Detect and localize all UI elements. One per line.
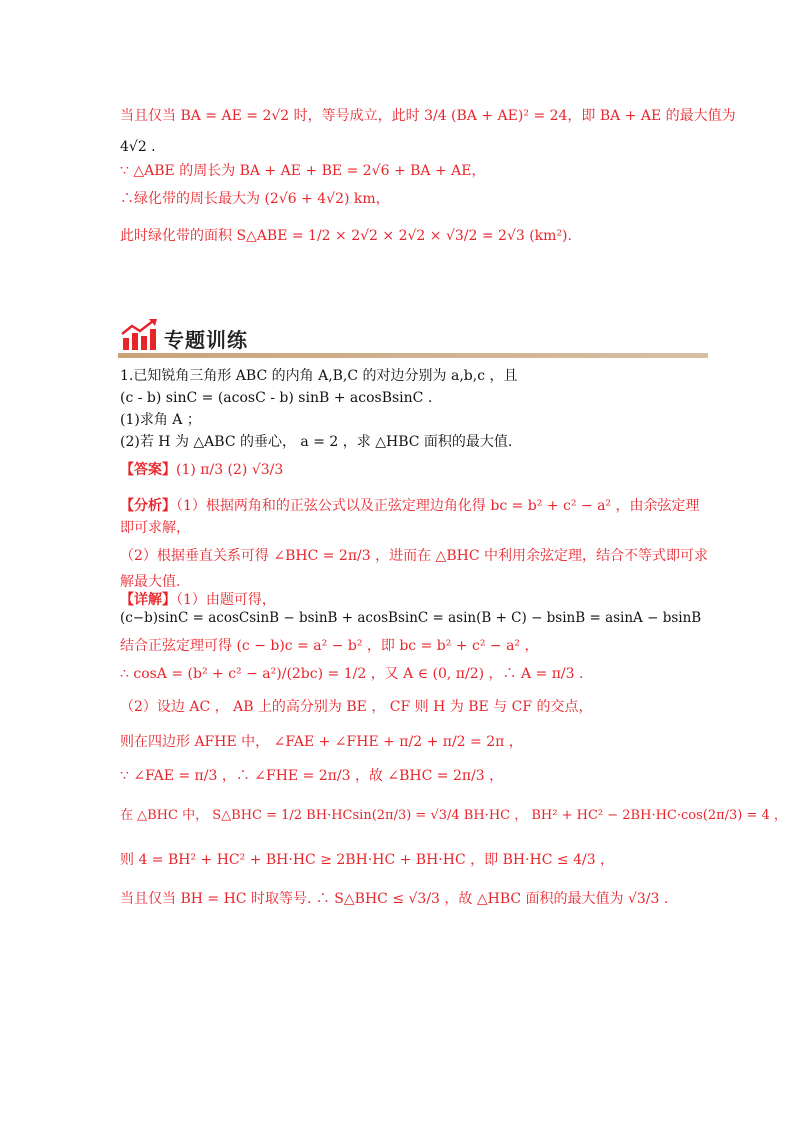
problem-line-3: (1)求角 A ； — [120, 412, 201, 428]
analysis-line-2: 即可求解， — [120, 520, 190, 536]
problem-line-2: (c - b) sinC = (acosC - b) sinB + acosBsinC . — [120, 390, 433, 406]
problem-line-1: 1.已知锐角三角形 ABC 的内角 A,B,C 的对边分别为 a,b,c ，且 — [120, 368, 518, 384]
detail-line-9: 则 4 = BH² + HC² + BH·HC ≥ 2BH·HC + BH·HC ，即 BH·HC ≤ 4/3 ， — [120, 852, 615, 868]
analysis-tag: 【分析】 — [120, 498, 176, 514]
prev-solution-line-2: 4√2 . — [120, 139, 156, 155]
detail-line-6: 则在四边形 AFHE 中， ∠FAE + ∠FHE + π/2 + π/2 = 2π ， — [120, 734, 523, 750]
section-header — [118, 318, 708, 358]
detail-line-3: 结合正弦定理可得 (c − b)c = a² − b² ，即 bc = b² + c² − a² ， — [120, 638, 539, 654]
detail-line-1 — [120, 590, 700, 610]
section-divider — [118, 353, 708, 358]
detail-line-2: (c−b)sinC = acosCsinB − bsinB + acosBsinC = asin(B + C) − bsinB = asinA − bsinB — [120, 610, 702, 626]
detail-line-8: 在 △BHC 中， S△BHC = 1/2 BH·HCsin(2π/3) = √3/4 BH·HC ， BH² + HC² − 2BH·HC·cos(2π/3) = 4 ， — [120, 808, 787, 823]
detail-tag: 【详解】 — [120, 592, 176, 608]
analysis-line-4: 解最大值. — [120, 574, 181, 590]
detail-line-4: ∴ cosA = (b² + c² − a²)/(2bc) = 1/2 ，又 A ∈ (0, π/2) ，∴ A = π/3 . — [120, 666, 584, 682]
detail-line-7: ∵ ∠FAE = π/3 ，∴ ∠FHE = 2π/3 ，故 ∠BHC = 2π/3 ， — [120, 768, 504, 784]
prev-solution-line-3: ∵ △ABE 的周长为 BA + AE + BE = 2√6 + BA + AE， — [120, 163, 486, 179]
prev-solution-line-5: 此时绿化带的面积 S△ABE = 1/2 × 2√2 × 2√2 × √3/2 = 2√3 (km²). — [120, 228, 572, 244]
detail-text-1: （1）由题可得， — [176, 592, 276, 608]
analysis-line-3: （2）根据垂直关系可得 ∠BHC = 2π/3 ，进而在 △BHC 中利用余弦定理，结合不等式即可求 — [120, 548, 708, 564]
detail-line-5: （2）设边 AC ， AB 上的高分别为 BE ， CF 则 H 为 BE 与 CF 的交点， — [120, 699, 593, 715]
detail-line-10: 当且仅当 BH = HC 时取等号. ∴ S△BHC ≤ √3/3 ，故 △HBC 面积的最大值为 √3/3 . — [120, 891, 669, 907]
answer-line — [120, 460, 700, 480]
analysis-text-1: （1）根据两角和的正弦公式以及正弦定理边角化得 bc = b² + c² − a² ，由余弦定理 — [176, 498, 700, 514]
chart-growth-icon — [120, 318, 160, 352]
problem-line-4: (2)若 H 为 △ABC 的垂心， a = 2 ，求 △HBC 面积的最大值. — [120, 434, 513, 450]
answer-tag: 【答案】 — [120, 462, 176, 478]
answer-text: (1) π/3 (2) √3/3 — [176, 462, 284, 478]
section-title: 专题训练 — [164, 328, 248, 352]
analysis-line-1 — [120, 496, 700, 516]
prev-solution-line-4: ∴绿化带的周长最大为 (2√6 + 4√2) km， — [120, 191, 390, 207]
prev-solution-line-1: 当且仅当 BA = AE = 2√2 时，等号成立，此时 3/4 (BA + AE)² = 24，即 BA + AE 的最大值为 — [120, 108, 736, 124]
